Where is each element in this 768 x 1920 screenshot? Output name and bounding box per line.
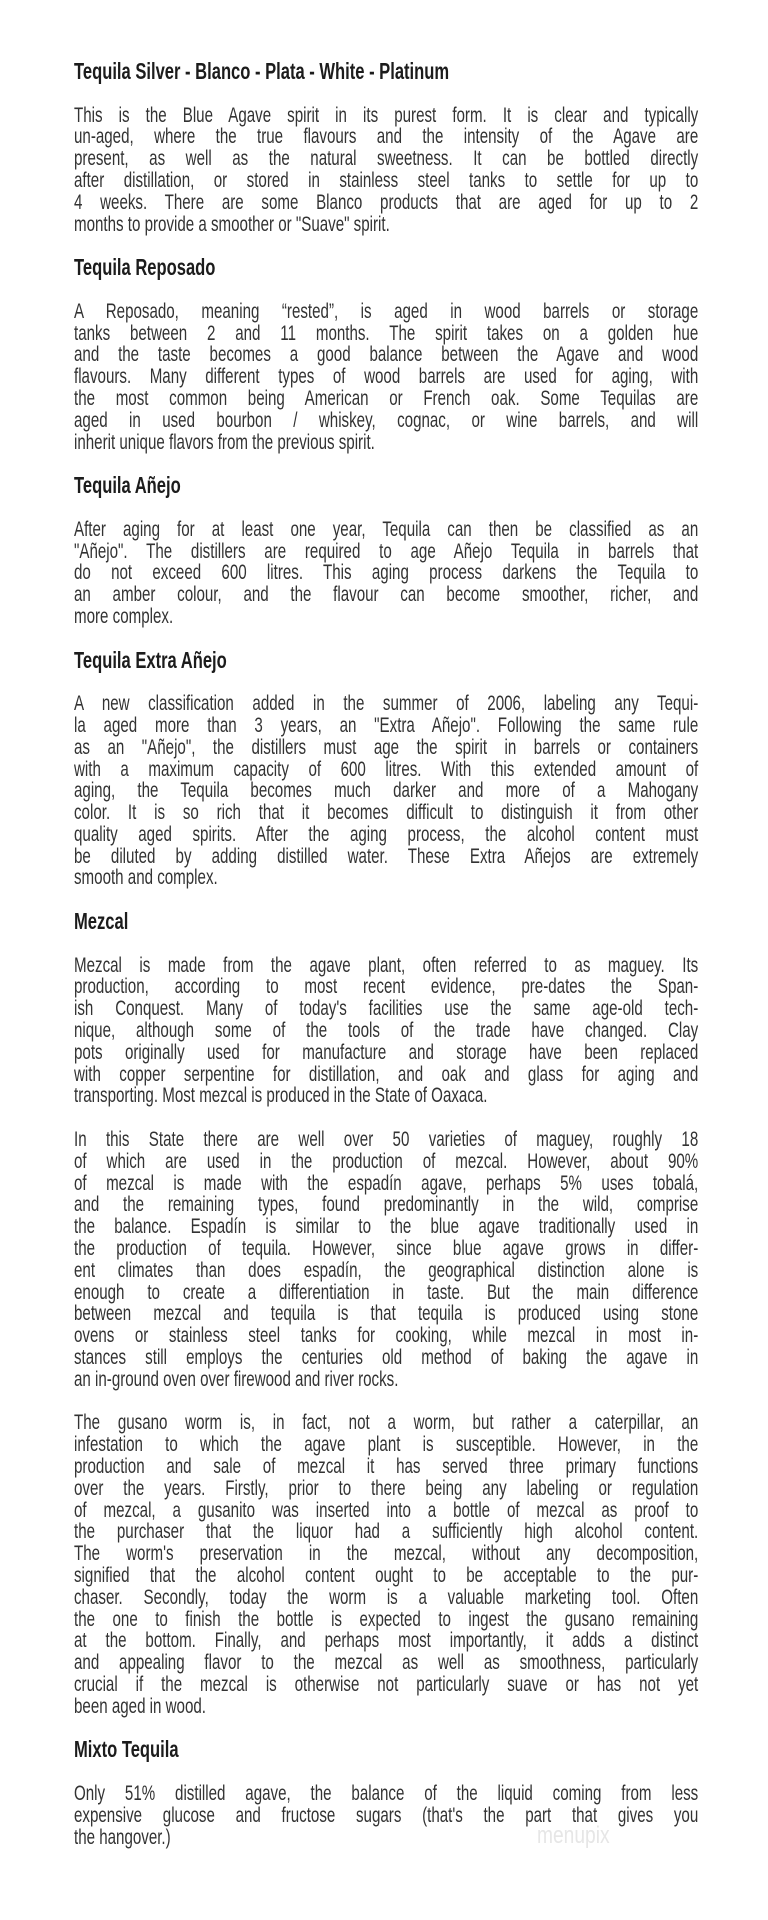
paragraph-line: Only 51% distilled agave, the balance of the liquid coming from less xyxy=(74,1781,699,1805)
section-heading: Mixto Tequila xyxy=(74,1736,179,1763)
paragraph-line: The worm's preservation in the mezcal, without any decomposition, xyxy=(74,1542,699,1566)
paragraph-line: pots originally used for manufacture and storage have been replaced xyxy=(74,1040,699,1064)
paragraph-line: the production of tequila. However, since blue agave grows in differ- xyxy=(74,1237,699,1261)
paragraph xyxy=(74,1129,698,1391)
section-heading: Tequila Reposado xyxy=(74,254,216,281)
paragraph-line: of mezcal is made with the espadín agave, perhaps 5% uses tobalá, xyxy=(74,1171,699,1195)
paragraph-line: more complex. xyxy=(74,604,174,628)
paragraph-line: ish Conquest. Many of today's facilities use the same age-old tech- xyxy=(74,997,699,1021)
paragraph-line: the most common being American or French oak. Some Tequilas are xyxy=(74,386,699,410)
paragraph-line: be diluted by adding distilled water. These Extra Añejos are extremely xyxy=(74,844,699,868)
paragraph-line: present, as well as the natural sweetness. It can be bottled directly xyxy=(74,147,699,171)
paragraph-line: In this State there are well over 50 varieties of maguey, roughly 18 xyxy=(74,1128,699,1152)
paragraph-line: After aging for at least one year, Tequila can then be classified as an xyxy=(74,517,699,541)
paragraph-line: nique, although some of the tools of the trade have changed. Clay xyxy=(74,1019,699,1043)
paragraph-line: as an "Añejo", the distillers must age the spirit in barrels or containers xyxy=(74,735,699,759)
paragraph-line: aged in used bourbon / whiskey, cognac, or wine barrels, and will xyxy=(74,408,699,432)
paragraph xyxy=(74,105,698,236)
section xyxy=(74,472,699,628)
paragraph-line: an amber colour, and the flavour can become smoother, richer, and xyxy=(74,583,699,607)
paragraph-line: production and sale of mezcal it has served three primary functions xyxy=(74,1455,699,1478)
paragraph xyxy=(74,1412,698,1717)
paragraph-line: expensive glucose and fructose sugars (that's the part that gives you xyxy=(74,1803,699,1827)
paragraph-line: between mezcal and tequila is that tequila is produced using stone xyxy=(74,1302,699,1326)
paragraph-line: months to provide a smoother or "Suave" spirit. xyxy=(74,212,390,236)
paragraph-line: ent climates than does espadín, the geographical distinction alone is xyxy=(74,1258,699,1282)
paragraph xyxy=(74,301,698,454)
paragraph-line: production, according to most recent evidence, pre-dates the Span- xyxy=(74,975,699,999)
section xyxy=(74,646,699,890)
paragraph xyxy=(74,955,698,1108)
paragraph-line: the purchaser that the liquor had a sufficiently high alcohol content. xyxy=(74,1520,699,1544)
paragraph-line: the hangover.) xyxy=(74,1825,171,1849)
paragraph-line: tanks between 2 and 11 months. The spirit takes on a golden hue xyxy=(74,321,699,345)
paragraph-line: been aged in wood. xyxy=(74,1694,206,1718)
paragraph-line: la aged more than 3 years, an "Extra Añejo". Following the same rule xyxy=(74,713,699,737)
section-heading: Tequila Silver - Blanco - Plata - White - Platinum xyxy=(74,58,450,84)
paragraph-line: un-aged, where the true flavours and the intensity of the Agave are xyxy=(74,125,699,149)
paragraph-line: chaser. Secondly, today the worm is a valuable marketing tool. Often xyxy=(74,1585,699,1609)
paragraph-line: quality aged spirits. After the aging process, the alcohol content must xyxy=(74,822,699,846)
paragraph-line: crucial if the mezcal is otherwise not particularly suave or has not yet xyxy=(74,1672,699,1696)
menu-document xyxy=(74,58,699,1870)
paragraph-line: color. It is so rich that it becomes difficult to distinguish it from other xyxy=(74,801,699,825)
paragraph-line: stances still employs the centuries old method of baking the agave in xyxy=(74,1346,699,1370)
paragraph-line: after distillation, or stored in stainless steel tanks to settle for up to xyxy=(74,168,699,192)
paragraph-line: enough to create a differentiation in taste. But the main difference xyxy=(74,1280,699,1304)
paragraph-line: 4 weeks. There are some Blanco products that are aged for up to 2 xyxy=(74,190,699,214)
section-heading: Mezcal xyxy=(74,908,129,935)
watermark: menupix xyxy=(537,1822,610,1849)
paragraph-line: with copper serpentine for distillation, and oak and glass for aging and xyxy=(74,1062,699,1086)
paragraph-line: of mezcal, a gusanito was inserted into a bottle of mezcal as proof to xyxy=(74,1498,699,1522)
paragraph xyxy=(74,693,698,889)
paragraph-line: of which are used in the production of mezcal. However, about 90% xyxy=(74,1149,699,1173)
section xyxy=(74,58,699,236)
paragraph-line: infestation to which the agave plant is susceptible. However, in the xyxy=(74,1433,699,1457)
paragraph-line: flavours. Many different types of wood barrels are used for aging, with xyxy=(74,365,699,389)
paragraph-line: the balance. Espadín is similar to the blue agave traditionally used in xyxy=(74,1215,699,1239)
paragraph-line: and the remaining types, found predominantly in the wild, comprise xyxy=(74,1193,699,1217)
paragraph-line: ovens or stainless steel tanks for cooking, while mezcal in most in- xyxy=(74,1324,699,1348)
paragraph-line: aging, the Tequila becomes much darker and more of a Mahogany xyxy=(74,779,699,803)
section xyxy=(74,908,699,1718)
paragraph-line: inherit unique flavors from the previous spirit. xyxy=(74,430,375,454)
paragraph-line: "Añejo". The distillers are required to age Añejo Tequila in barrels that xyxy=(74,539,699,563)
paragraph-line: with a maximum capacity of 600 litres. With this extended amount of xyxy=(74,757,699,781)
paragraph-line: at the bottom. Finally, and perhaps most importantly, it adds a distinct xyxy=(74,1629,699,1653)
paragraph-line: signified that the alcohol content ought to be acceptable to the pur- xyxy=(74,1563,699,1587)
paragraph-line: over the years. Firstly, prior to there being any labeling or regulation xyxy=(74,1476,699,1500)
paragraph-line: A Reposado, meaning “rested”, is aged in wood barrels or storage xyxy=(74,299,699,323)
paragraph-line: The gusano worm is, in fact, not a worm, but rather a caterpillar, an xyxy=(74,1411,699,1435)
paragraph-line: Mezcal is made from the agave plant, often referred to as maguey. Its xyxy=(74,953,699,977)
section-heading: Tequila Añejo xyxy=(74,472,181,499)
paragraph-line: This is the Blue Agave spirit in its purest form. It is clear and typically xyxy=(74,103,699,127)
paragraph-line: the one to finish the bottle is expected to ingest the gusano remaining xyxy=(74,1607,699,1631)
section xyxy=(74,254,699,454)
paragraph-line: transporting. Most mezcal is produced in the State of Oaxaca. xyxy=(74,1084,488,1108)
paragraph-line: do not exceed 600 litres. This aging process darkens the Tequila to xyxy=(74,561,699,585)
section-heading: Tequila Extra Añejo xyxy=(74,646,227,673)
paragraph-line: A new classification added in the summer of 2006, labeling any Tequi- xyxy=(74,692,699,716)
paragraph-line: and the taste becomes a good balance between the Agave and wood xyxy=(74,343,699,367)
paragraph-line: smooth and complex. xyxy=(74,866,218,890)
paragraph-line: an in-ground oven over firewood and river rocks. xyxy=(74,1367,399,1391)
paragraph-line: and appealing flavor to the mezcal as well as smoothness, particularly xyxy=(74,1651,699,1675)
paragraph xyxy=(74,519,698,628)
